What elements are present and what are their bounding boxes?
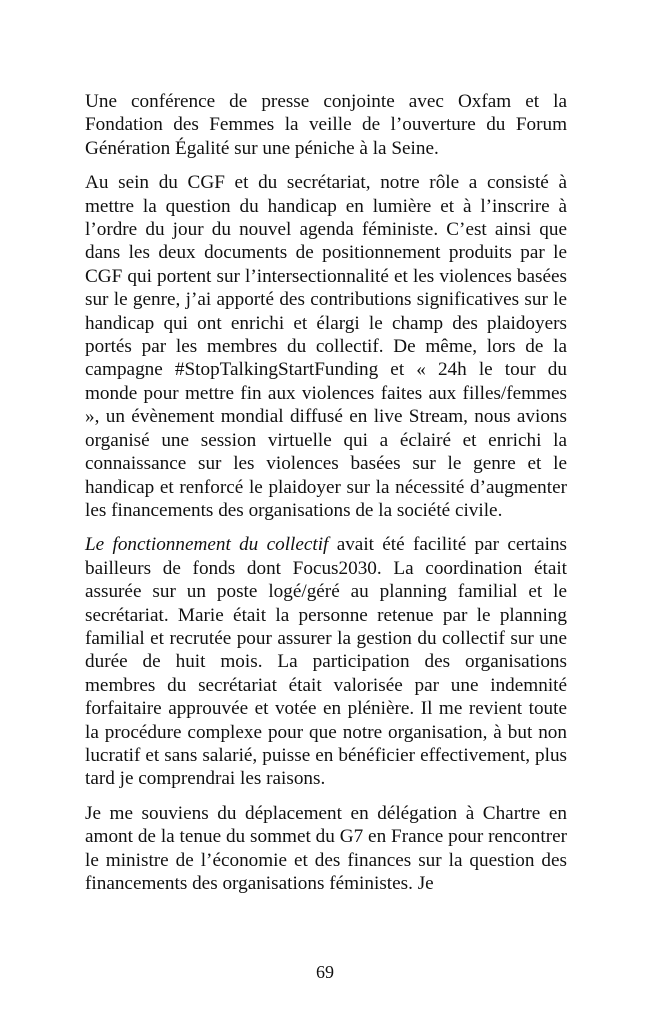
italic-lead: Le fonctionnement du collectif (85, 534, 329, 556)
paragraph-1: Une conférence de presse conjointe avec Oxfam et la Fondation des Femmes la veille de l’ouverture du Forum Génération Égalité sur une péniche à la Seine. (85, 91, 567, 159)
paragraph-3-rest: avait été facilité par certains bailleurs de fonds dont Focus2030. La coordination était assurée sur un poste logé/géré au planning familial et le secrétariat. Marie était la personne retenue par le planning familial et recrutée pour assurer la gestion du collectif sur une durée de huit mois. La participation des organisations membres du secrétariat était valorisée par une indemnité forfaitaire approuvée et votée en plénière. Il me revient toute la procédure complexe pour que notre organisation, à but non lucratif et sans salarié, puisse en bénéficier effectivement, plus tard je comprendrai les raisons. (85, 534, 567, 790)
paragraph-4: Je me souviens du déplacement en délégation à Chartre en amont de la tenue du sommet du G7 en France pour rencontrer le ministre de l’économie et des finances sur la question des financements des organisations féministes. Je (85, 802, 567, 894)
paragraph-3 (85, 533, 567, 790)
page-number: 69 (316, 962, 334, 982)
body-text (85, 90, 567, 906)
paragraph-2: Au sein du CGF et du secrétariat, notre rôle a consisté à mettre la question du handicap en lumière et à l’inscrire à l’ordre du jour du nouvel agenda féministe. C’est ainsi que dans les deux documents de positionnement produits par le CGF qui portent sur l’intersectionnalité et les violences basées sur le genre, j’ai apporté des contributions significatives sur le handicap qui ont enrichi et élargi le champ des plaidoyers portés par les membres du collectif. De même, lors de la campagne #StopTalkingStartFunding et « 24h le tour du monde pour mettre fin aux violences faites aux filles/femmes », un évènement mondial diffusé en live Stream, nous avions organisé une session virtuelle qui a éclairé et enrichi la connaissance sur les violences basées sur le genre et le handicap et renforcé le plaidoyer sur la nécessité d’augmenter les financements des organisations de la société civile. (85, 172, 567, 521)
